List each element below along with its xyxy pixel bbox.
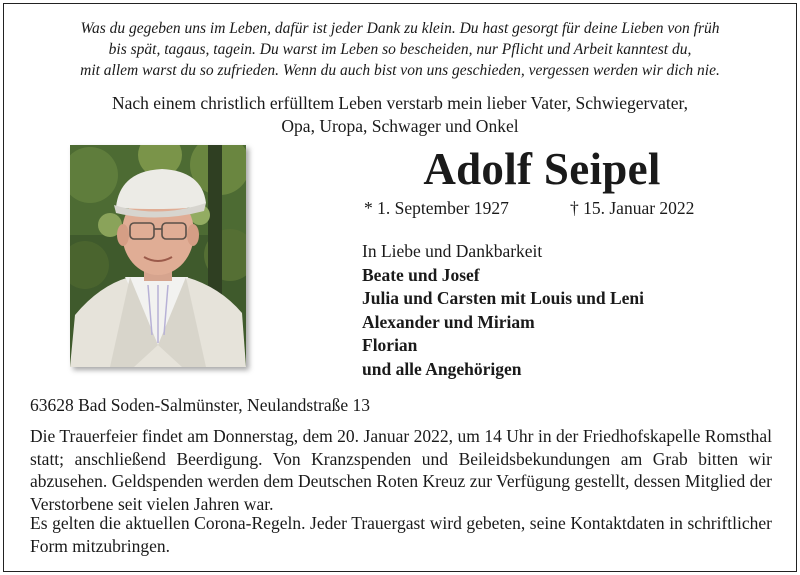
poem-line: mit allem warst du so zufrieden. Wenn du auch bist von uns geschieden, vergessen werden wir dich nie. bbox=[80, 62, 720, 79]
mourners-list bbox=[362, 240, 762, 381]
mourner-name: Beate und Josef bbox=[362, 264, 480, 285]
mourner-name: und alle Angehörigen bbox=[362, 358, 522, 379]
mourner-name: Florian bbox=[362, 335, 418, 355]
birth-date: * 1. September 1927 bbox=[364, 198, 509, 218]
memorial-poem bbox=[20, 18, 780, 81]
corona-notice: Es gelten die aktuellen Corona-Regeln. Jeder Trauergast wird gebeten, seine Kontaktdaten in schriftlicher Form mitzubringen. bbox=[30, 513, 772, 556]
death-date: † 15. Januar 2022 bbox=[570, 198, 695, 218]
family-address: 63628 Bad Soden-Salmünster, Neulandstraße 13 bbox=[30, 395, 371, 415]
mourner-name: Alexander und Miriam bbox=[362, 311, 535, 332]
poem-line: bis spät, tagaus, tagein. Du warst im Leben so bescheiden, nur Pflicht und Arbeit kanntest du, bbox=[108, 41, 692, 58]
intro-line: Nach einem christlich erfülltem Leben verstarb mein lieber Vater, Schwiegervater, bbox=[111, 93, 689, 113]
mourner-name: Julia und Carsten mit Louis und Leni bbox=[362, 288, 645, 308]
deceased-name: Adolf Seipel bbox=[423, 144, 661, 194]
portrait-photo bbox=[70, 145, 246, 367]
mourners-lead: In Liebe und Dankbarkeit bbox=[362, 241, 543, 261]
funeral-details: Die Trauerfeier findet am Donnerstag, dem 20. Januar 2022, um 14 Uhr in der Friedhofskapelle Romsthal statt; anschließend Beerdigung. Von Kranzspenden und Beileidsbekundungen am Grab bitten wir abzusehen. Geldspenden werden dem Deutschen Roten Kreuz zur Verfügung gestellt, dessen Mitglied der Verstorbene seit vielen Jahren war. bbox=[30, 426, 772, 514]
intro-line: Opa, Uropa, Schwager und Onkel bbox=[281, 116, 519, 136]
intro-text bbox=[20, 92, 780, 138]
poem-line: Was du gegeben uns im Leben, dafür ist jeder Dank zu klein. Du hast gesorgt für deine Lieben von früh bbox=[80, 20, 720, 37]
